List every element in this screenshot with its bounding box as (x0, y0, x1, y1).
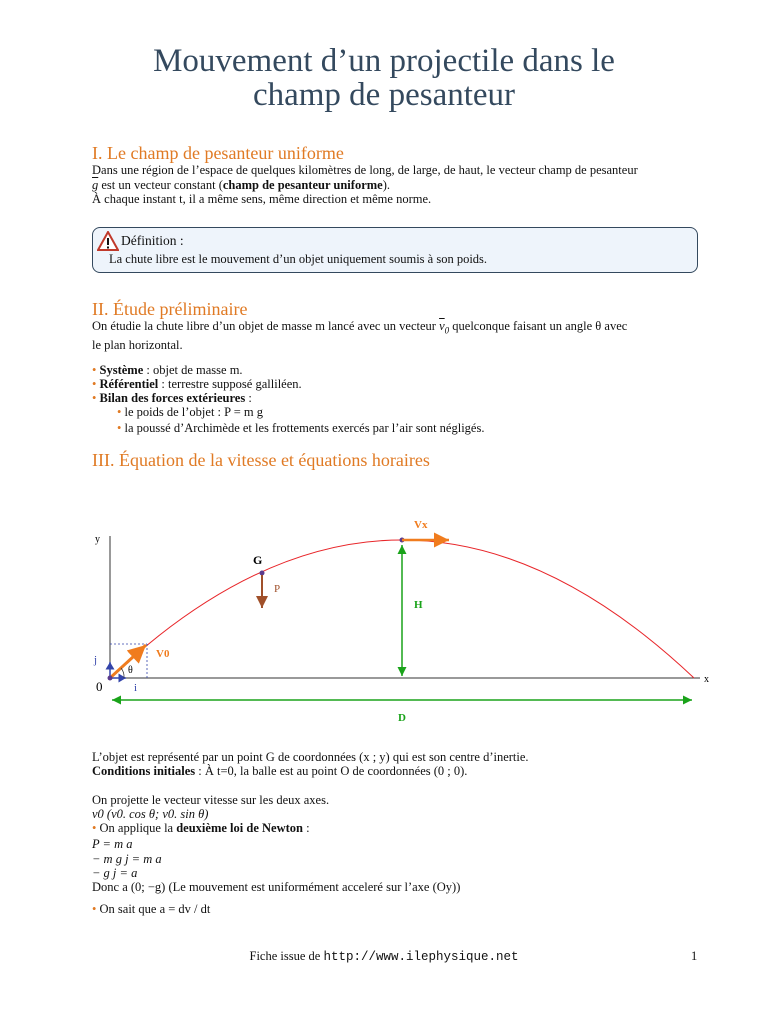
definition-text: La chute libre est le mouvement d’un objet uniquement soumis à son poids. (109, 252, 488, 266)
list-item-text: : objet de masse m. (143, 363, 243, 377)
i-label: i (134, 682, 138, 694)
body-p5-bold: deuxième loi de Newton (176, 821, 303, 835)
list-item-bold: Système (99, 363, 144, 377)
body-p5-a: On applique la (99, 821, 177, 835)
sub-list-item: • la poussé d’Archimède et les frottements exercés par l’air sont négligés. (117, 421, 485, 435)
body-p2-bold: Conditions initiales (92, 764, 196, 778)
section-1-line-1: Dans une région de l’espace de quelques kilomètres de long, de large, de haut, le vecteur champ de pesanteur (92, 163, 638, 177)
body-p6: Donc a (0; −g) (Le mouvement est uniformément acceleré sur l’axe (Oy)) (92, 880, 461, 894)
list-item-bold: Référentiel (99, 377, 159, 391)
body-p5: • On applique la deuxième loi de Newton : (92, 821, 310, 835)
title-line-2: champ de pesanteur (252, 77, 516, 113)
list-item: • Système : objet de masse m. (92, 363, 243, 377)
point-g (260, 571, 265, 576)
sub-list-item: • le poids de l’objet : P = m g (117, 405, 264, 419)
height-label: H (414, 599, 423, 611)
warning-icon (97, 231, 119, 251)
section-3-heading: III. Équation de la vitesse et équations horaires (92, 450, 430, 470)
list-item: • Bilan des forces extérieures : (92, 391, 252, 405)
theta-label: θ (128, 665, 133, 676)
section-2-intro-line-2: le plan horizontal. (92, 338, 183, 352)
x-axis-label: x (704, 674, 709, 685)
page-number: 1 (691, 949, 698, 963)
section-1-line-3: À chaque instant t, il a même sens, même direction et même norme. (92, 192, 432, 206)
origin-label: 0 (96, 679, 103, 694)
y-axis-label: y (95, 534, 100, 545)
j-label: j (94, 654, 98, 666)
list-item-text: : terrestre supposé galliléen. (158, 377, 302, 391)
v0-vector: $\overline{v}$ (439, 319, 445, 333)
sub-list-item-text: le poids de l’objet : P = m g (124, 405, 264, 419)
vx-label: Vx (414, 519, 428, 531)
v0-label: V0 (156, 648, 170, 660)
section-1-bold: champ de pesanteur uniforme (222, 177, 383, 192)
footer-prefix: Fiche issue de (249, 949, 324, 963)
section-1-heading: I. Le champ de pesanteur uniforme (92, 143, 344, 163)
section-1-line-2 (92, 178, 702, 193)
distance-label: D (398, 712, 406, 724)
footer (0, 949, 768, 964)
section-2-intro-a: On étudie la chute libre d’un objet de masse m lancé avec un vecteur (92, 319, 436, 333)
section-2-intro-b: quelconque faisant un angle θ avec (449, 319, 628, 333)
list-item-text: : (245, 391, 252, 405)
section-1-text (92, 163, 702, 207)
section-2-intro-line-1: On étudie la chute libre d’un objet de masse m lancé avec un vecteur $\overline{v}_0$ quelconque faisant un angle θ avec (92, 319, 628, 336)
body-p1: L’objet est représenté par un point G de coordonnées (x ; y) qui est son centre d’inertie. (92, 750, 529, 764)
page-title (0, 44, 768, 112)
g-vector: $\overline{g}$ (92, 177, 99, 192)
title-line-1: Mouvement d’un projectile dans le (153, 43, 615, 79)
list-item-bold: Bilan des forces extérieures (99, 391, 246, 405)
list-item: • Référentiel : terrestre supposé galliléen. (92, 377, 302, 391)
body-p2 (92, 764, 702, 779)
body-p7-text: On sait que a = dv / dt (99, 902, 211, 916)
weight-label: P (274, 583, 281, 595)
body-p4: v0 (v0. cos θ; v0. sin θ) (92, 807, 209, 821)
g-label: G (253, 553, 263, 567)
body-p3: On projette le vecteur vitesse sur les deux axes. (92, 793, 330, 807)
origin-point (108, 676, 113, 681)
section-2-intro (92, 319, 702, 353)
body-p5-b: : (302, 821, 310, 835)
sub-list-item-text: la poussé d’Archimède et les frottements exercés par l’air sont négligés. (124, 421, 485, 435)
equation-1: P = m a (92, 837, 133, 851)
section-1-line-2a: est un vecteur constant ( (98, 177, 223, 192)
section-1-line-2b: ). (382, 177, 390, 192)
definition-title: Définition : (121, 233, 184, 248)
body-p2-text: : À t=0, la balle est au point O de coordonnées (0 ; 0). (195, 764, 468, 778)
equation-2: − m g j = m a (92, 852, 162, 866)
equation-3: − g j = a (92, 866, 138, 880)
projectile-diagram (0, 500, 768, 740)
body-p7: • On sait que a = dv / dt (92, 902, 211, 916)
footer-link[interactable]: http://www.ilephysique.net (323, 950, 519, 964)
definition-box (92, 227, 698, 273)
section-2-heading: II. Étude préliminaire (92, 299, 248, 319)
